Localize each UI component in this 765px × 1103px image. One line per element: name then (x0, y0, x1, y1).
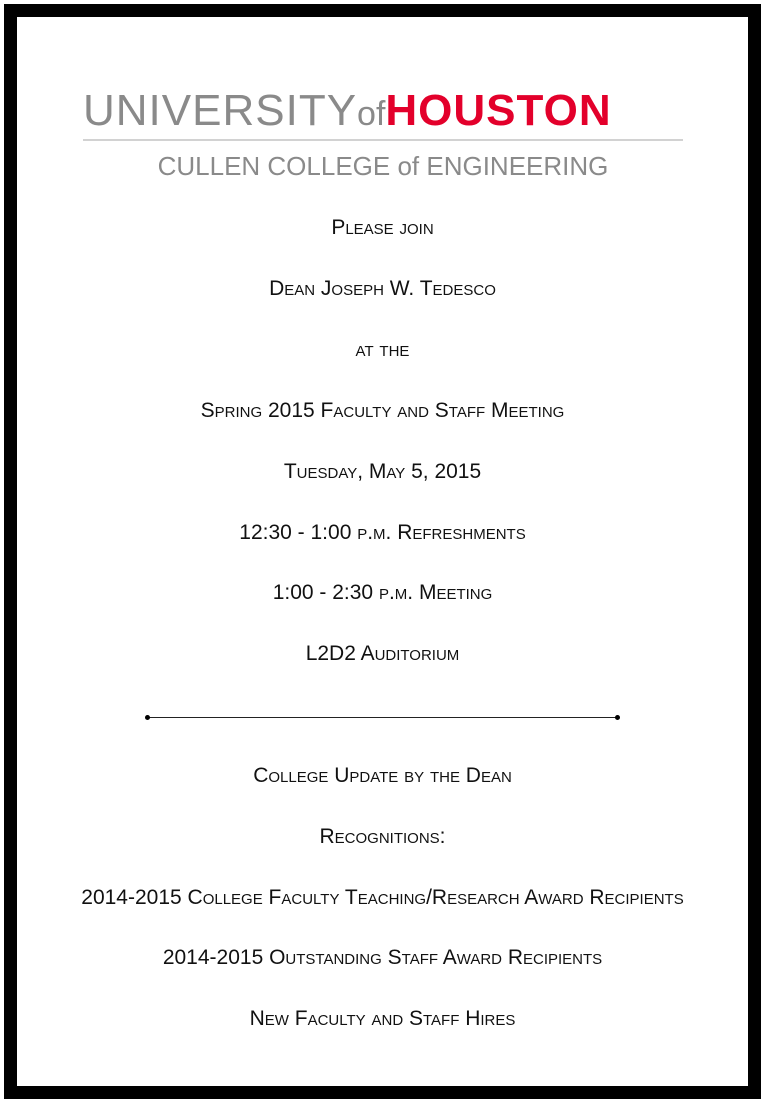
refreshments-time: 12:30 - 1:00 p.m. Refreshments (239, 521, 526, 544)
agenda-item: 2014-2015 College Faculty Teaching/Research Award Recipients (81, 886, 684, 909)
agenda-item: 2014-2015 Outstanding Staff Award Recipients (162, 946, 603, 969)
logo-of-text: of (357, 95, 386, 133)
event-location: L2D2 Auditorium (305, 642, 460, 665)
college-name: CULLEN COLLEGE of ENGINEERING (157, 151, 609, 181)
meeting-time: 1:00 - 2:30 p.m. Meeting (272, 581, 493, 604)
agenda-item: New Faculty and Staff Hires (249, 1007, 516, 1030)
logo-houston-text: HOUSTON (385, 86, 612, 135)
please-join-text: Please join (331, 216, 434, 239)
section-divider (147, 717, 618, 718)
university-logo (83, 86, 683, 135)
event-date: Tuesday, May 5, 2015 (283, 460, 482, 483)
invitation-frame (4, 4, 761, 1099)
agenda-update: College Update by the Dean (253, 764, 512, 787)
agenda-recognitions: Recognitions: (319, 825, 446, 848)
host-name: Dean Joseph W. Tedesco (269, 277, 496, 300)
logo-university-text: UNIVERSITY (83, 86, 358, 135)
logo-divider (83, 139, 683, 141)
event-title: Spring 2015 Faculty and Staff Meeting (200, 399, 565, 422)
at-the-text: at the (355, 338, 410, 361)
